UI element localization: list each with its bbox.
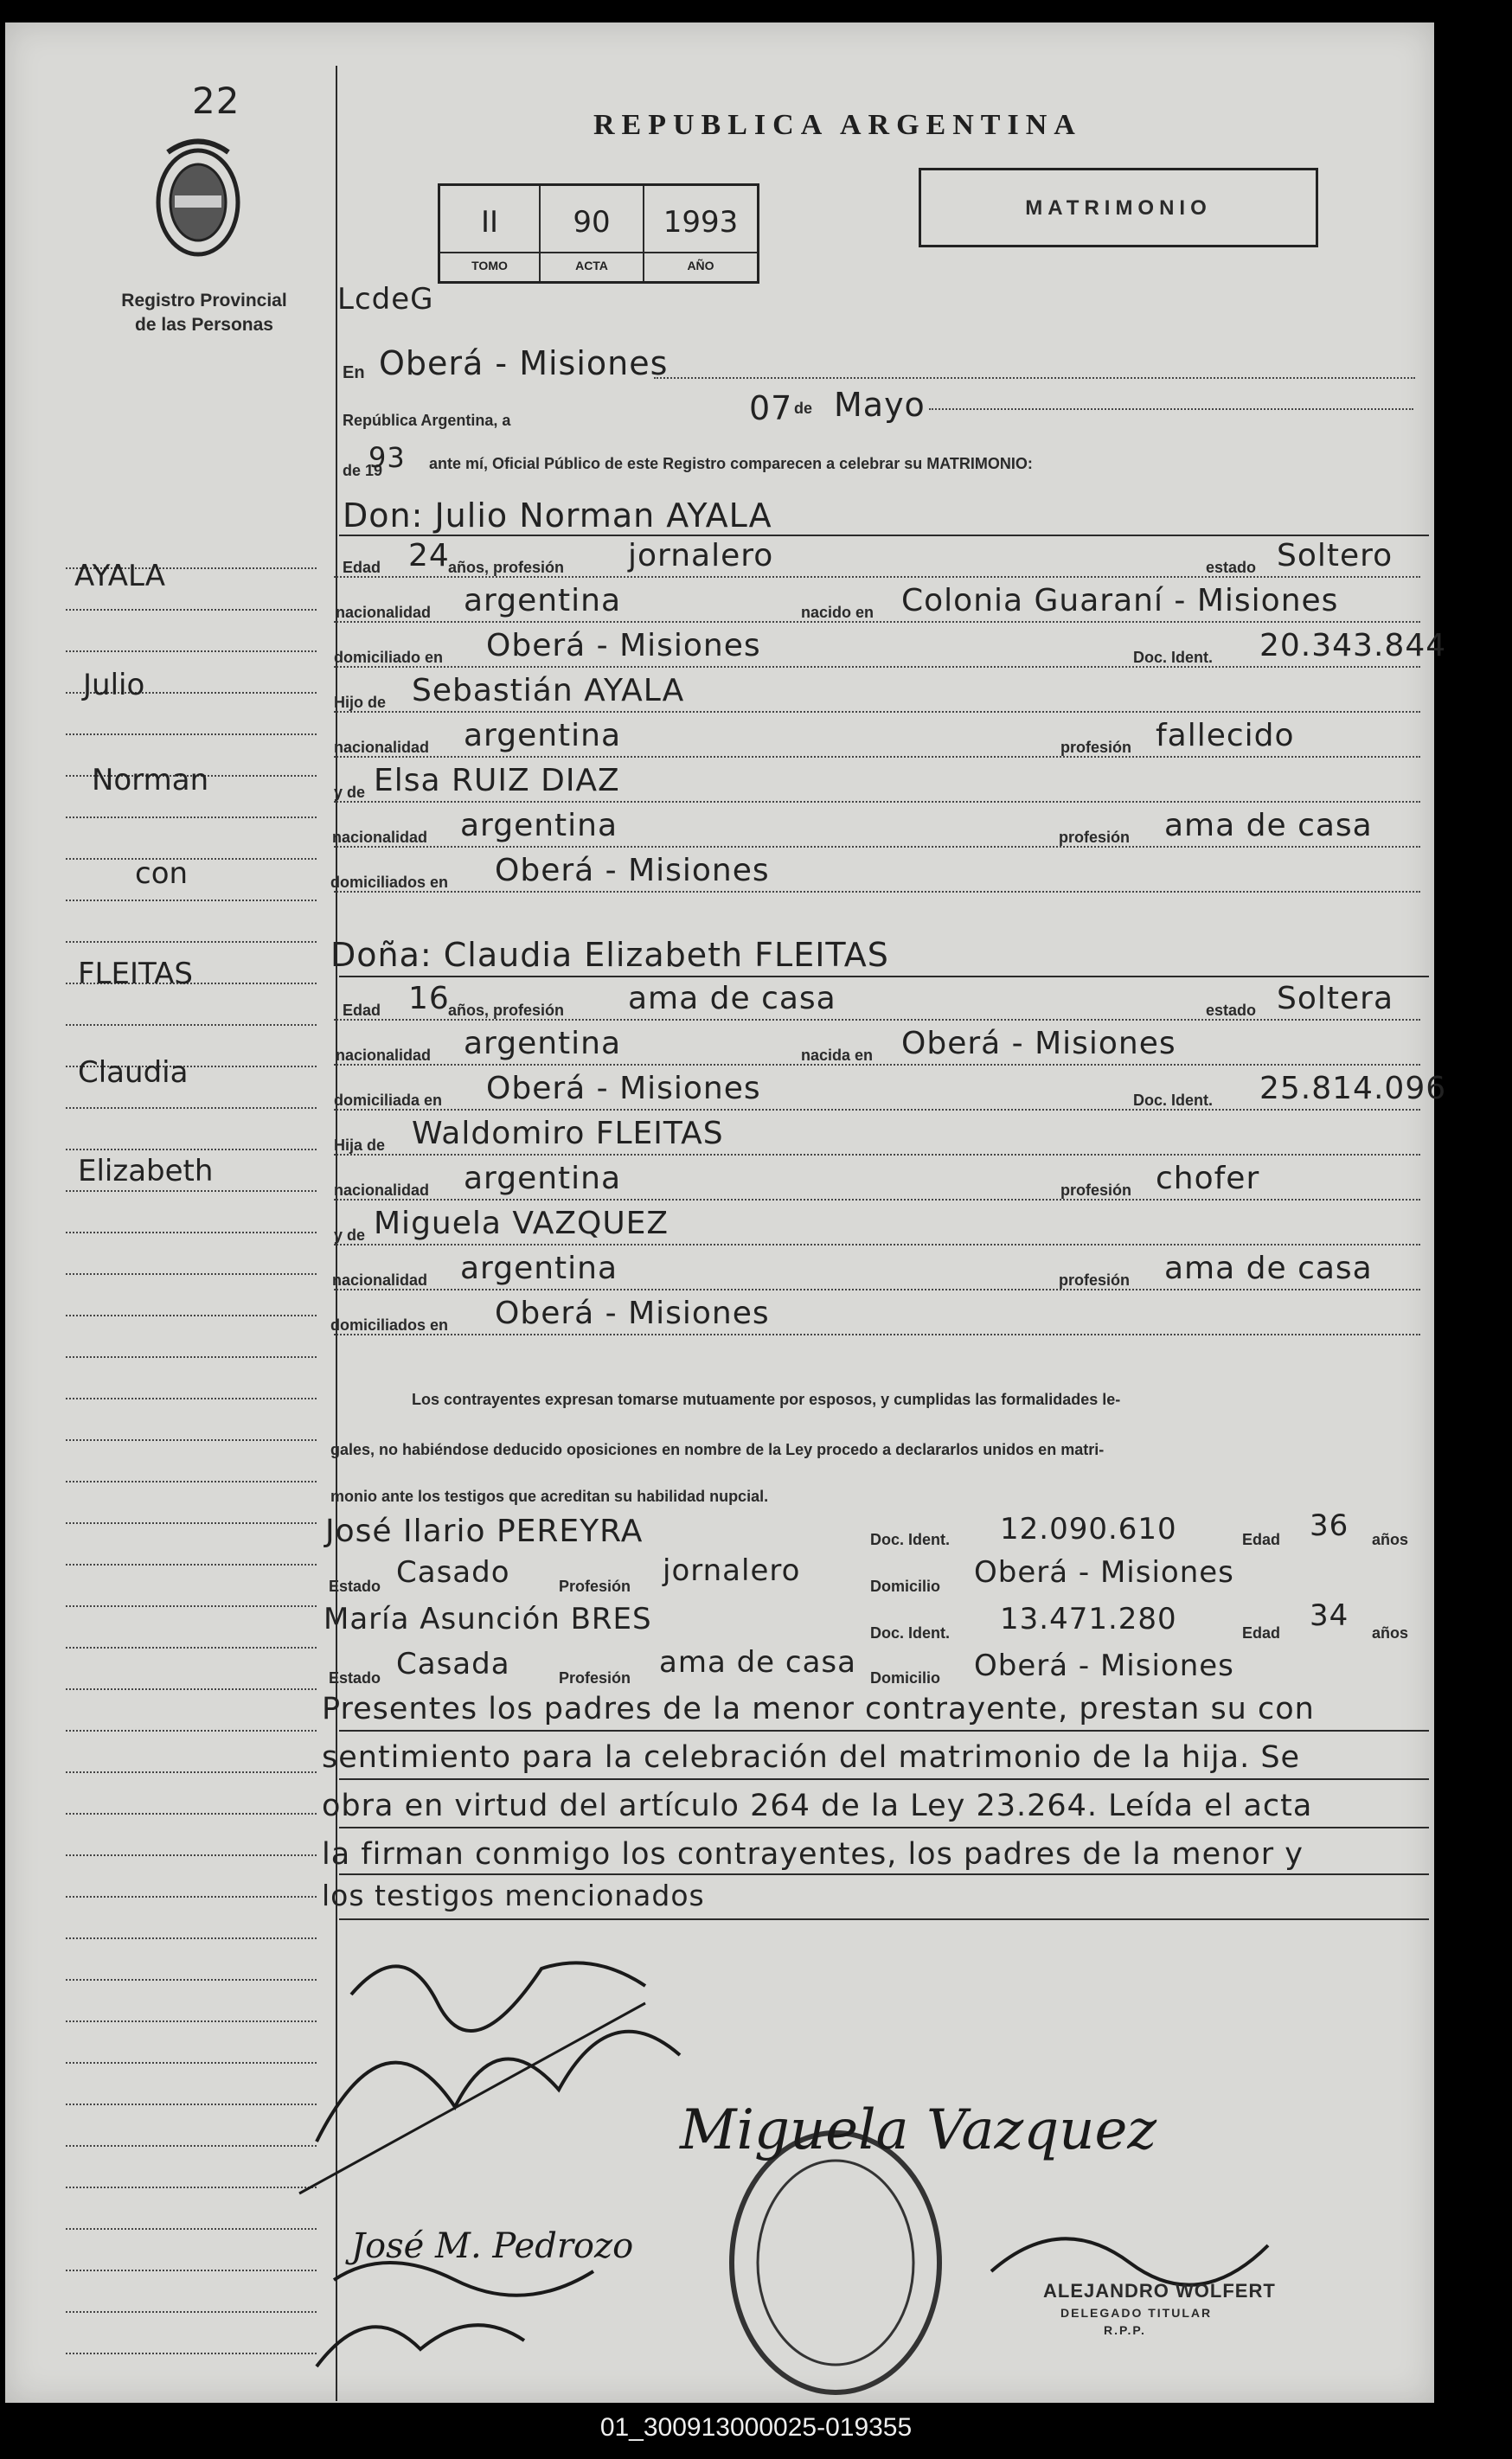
witness2-estado-label: Estado <box>329 1669 381 1687</box>
acta-value: 90 <box>573 205 611 240</box>
labels-nacionalidad: nacionalidad <box>332 1271 428 1289</box>
groom-nacido_en: Colonia Guaraní - Misiones <box>901 583 1339 618</box>
record-type: MATRIMONIO <box>1025 196 1212 220</box>
witness1-domicilio: Oberá - Misiones <box>974 1555 1234 1590</box>
groom-edad: 24 <box>408 538 450 573</box>
remarks-line-5: los testigos mencionados <box>322 1879 705 1912</box>
witness1-domicilio-label: Domicilio <box>870 1578 941 1595</box>
witness2-age: 34 <box>1310 1598 1349 1633</box>
labels-doc_ident: Doc. Ident. <box>1133 649 1214 666</box>
witness1-name: José Ilario PEREYRA <box>325 1514 644 1549</box>
groom-father_nac: argentina <box>464 718 622 753</box>
margin-name-5: Claudia <box>78 1055 189 1090</box>
labels-profesion_simple: profesión <box>1060 739 1132 756</box>
bride-parents_dom: Oberá - Misiones <box>495 1296 770 1331</box>
en-label: En <box>343 363 365 382</box>
labels-profesion_simple: profesión <box>1060 1181 1132 1199</box>
date-day: 07 <box>749 389 793 427</box>
tomo-value: II <box>480 205 499 240</box>
witness2-domicilio: Oberá - Misiones <box>974 1649 1234 1683</box>
witness1-doc-label: Doc. Ident. <box>870 1531 951 1548</box>
bride-profesion: ama de casa <box>628 981 836 1016</box>
groom-nacionalidad: argentina <box>464 583 622 618</box>
remarks-line-2: sentimiento para la celebración del matrimonio de la hija. Se <box>322 1740 1301 1775</box>
groom-domicilio: Oberá - Misiones <box>486 628 761 663</box>
bride-father: Waldomiro FLEITAS <box>412 1116 724 1151</box>
witness2-profesion: ama de casa <box>659 1645 856 1680</box>
witness2-name: María Asunción BRES <box>324 1602 652 1636</box>
bride-father_prof: chofer <box>1156 1161 1260 1196</box>
official-name: ALEJANDRO WOLFERT <box>1043 2280 1276 2302</box>
bride-edad: 16 <box>408 981 450 1016</box>
witness2-estado: Casada <box>396 1647 510 1681</box>
labels-domiciliados_en: domiciliados en <box>330 1316 449 1334</box>
labels-y_de: y de <box>334 1226 366 1244</box>
ano-value: 1993 <box>663 205 739 240</box>
labels-y_de: y de <box>334 784 366 801</box>
witness1-anos-label: años <box>1372 1531 1409 1548</box>
bride-estado: Soltera <box>1277 981 1394 1016</box>
record-type-box <box>919 168 1318 247</box>
bride-full-name: Doña: Claudia Elizabeth FLEITAS <box>330 936 889 974</box>
bride-mother_nac: argentina <box>460 1251 618 1286</box>
labels-domiciliada_en: domiciliada en <box>334 1092 443 1109</box>
margin-name-3: con <box>135 856 189 891</box>
bride-mother_prof: ama de casa <box>1164 1251 1373 1286</box>
bride-father_nac: argentina <box>464 1161 622 1196</box>
witness1-edad-label: Edad <box>1242 1531 1281 1548</box>
signature-witness: José M. Pedrozo <box>351 2226 634 2266</box>
groom-doc: 20.343.844 <box>1259 628 1447 663</box>
witness2-edad-label: Edad <box>1242 1624 1281 1642</box>
labels-nacido_en: nacido en <box>801 604 875 621</box>
labels-profesion: años, profesión <box>448 1002 565 1019</box>
labels-estado_civil: estado <box>1206 559 1257 576</box>
labels-nacionalidad: nacionalidad <box>336 1047 432 1064</box>
witness2-doc-label: Doc. Ident. <box>870 1624 951 1642</box>
labels-profesion_simple: profesión <box>1059 1271 1131 1289</box>
labels-nacionalidad: nacionalidad <box>336 604 432 621</box>
labels-nacionalidad: nacionalidad <box>334 739 430 756</box>
year-suffix: 93 <box>368 441 406 474</box>
groom-mother: Elsa RUIZ DIAZ <box>374 763 620 798</box>
intro-statement: ante mí, Oficial Público de este Registro comparecen a celebrar su MATRIMONIO: <box>429 455 1033 472</box>
labels-hijo_de: Hijo de <box>334 694 387 711</box>
witness1-profesion: jornalero <box>663 1553 801 1588</box>
labels-hija_de: Hija de <box>334 1137 386 1154</box>
witness1-estado: Casado <box>396 1555 510 1590</box>
legal-line-3: monio ante los testigos que acreditan su habilidad nupcial. <box>330 1488 769 1505</box>
margin-name-4: FLEITAS <box>78 957 193 991</box>
groom-estado: Soltero <box>1277 538 1393 573</box>
page-number: 22 <box>192 80 240 122</box>
labels-estado_civil: estado <box>1206 1002 1257 1019</box>
labels-nacionalidad: nacionalidad <box>332 829 428 846</box>
groom-mother_nac: argentina <box>460 808 618 843</box>
groom-father: Sebastián AYALA <box>412 673 685 708</box>
remarks-line-4: la firman conmigo los contrayentes, los padres de la menor y <box>322 1837 1304 1872</box>
witness2-doc: 13.471.280 <box>1000 1602 1177 1636</box>
bride-domicilio: Oberá - Misiones <box>486 1071 761 1106</box>
witness2-anos-label: años <box>1372 1624 1409 1642</box>
document-sheet <box>5 22 1447 2403</box>
bride-mother: Miguela VAZQUEZ <box>374 1206 670 1241</box>
labels-doc_ident: Doc. Ident. <box>1133 1092 1214 1109</box>
country-title: REPUBLICA ARGENTINA <box>593 109 1082 141</box>
record-index-table <box>438 183 759 284</box>
margin-name-2: Norman <box>92 763 209 797</box>
place-value: Oberá - Misiones <box>379 344 669 382</box>
bride-nacionalidad: argentina <box>464 1026 622 1061</box>
witness2-domicilio-label: Domicilio <box>870 1669 941 1687</box>
margin-name-6: Elizabeth <box>78 1154 214 1188</box>
margin-name-0: AYALA <box>74 559 165 593</box>
witness1-profesion-label: Profesión <box>559 1578 631 1595</box>
labels-nacionalidad: nacionalidad <box>334 1181 430 1199</box>
groom-full-name: Don: Julio Norman AYALA <box>343 496 772 535</box>
official-code: R.P.P. <box>1104 2323 1146 2337</box>
labels-profesion_simple: profesión <box>1059 829 1131 846</box>
witness1-age: 36 <box>1310 1508 1349 1543</box>
labels-profesion: años, profesión <box>448 559 565 576</box>
remarks-line-1: Presentes los padres de la menor contrayente, prestan su con <box>322 1692 1315 1726</box>
bride-nacida_en: Oberá - Misiones <box>901 1026 1176 1061</box>
witness1-doc: 12.090.610 <box>1000 1512 1177 1546</box>
republica-label: República Argentina, a <box>343 412 511 429</box>
groom-mother_prof: ama de casa <box>1164 808 1373 843</box>
legal-line-2: gales, no habiéndose deducido oposiciones en nombre de la Ley procedo a declararlos unidos en matri- <box>330 1441 1105 1458</box>
labels-nacida_en: nacida en <box>801 1047 874 1064</box>
registry-name-line1: Registro Provincial <box>121 291 287 311</box>
groom-father_prof: fallecido <box>1156 718 1295 753</box>
groom-parents_dom: Oberá - Misiones <box>495 853 770 888</box>
acta-label: ACTA <box>575 259 608 272</box>
ano-label: AÑO <box>687 259 714 272</box>
signature-mother: Miguela Vazquez <box>680 2098 1157 2162</box>
de-label: de <box>794 400 813 417</box>
labels-edad: Edad <box>343 559 381 576</box>
year-prefix-label: de 19 <box>343 462 383 479</box>
labels-edad: Edad <box>343 1002 381 1019</box>
labels-domiciliado_en: domiciliado en <box>334 649 444 666</box>
side-note: LcdeG <box>337 282 434 317</box>
groom-profesion: jornalero <box>628 538 774 573</box>
date-month: Mayo <box>834 386 926 424</box>
registry-name-line2: de las Personas <box>135 315 273 335</box>
remarks-line-3: obra en virtud del artículo 264 de la Ley 23.264. Leída el acta <box>322 1789 1313 1823</box>
witness1-estado-label: Estado <box>329 1578 381 1595</box>
tomo-label: TOMO <box>471 259 508 272</box>
file-identifier: 01_300913000025-019355 <box>599 2413 913 2442</box>
official-title: DELEGADO TITULAR <box>1060 2306 1213 2320</box>
witness2-profesion-label: Profesión <box>559 1669 631 1687</box>
coat-of-arms-icon <box>151 135 246 265</box>
legal-line-1: Los contrayentes expresan tomarse mutuamente por esposos, y cumplidas las formalidades le- <box>412 1391 1121 1408</box>
margin-name-1: Julio <box>83 668 145 702</box>
labels-domiciliados_en: domiciliados en <box>330 874 449 891</box>
bride-doc: 25.814.096 <box>1259 1071 1447 1106</box>
